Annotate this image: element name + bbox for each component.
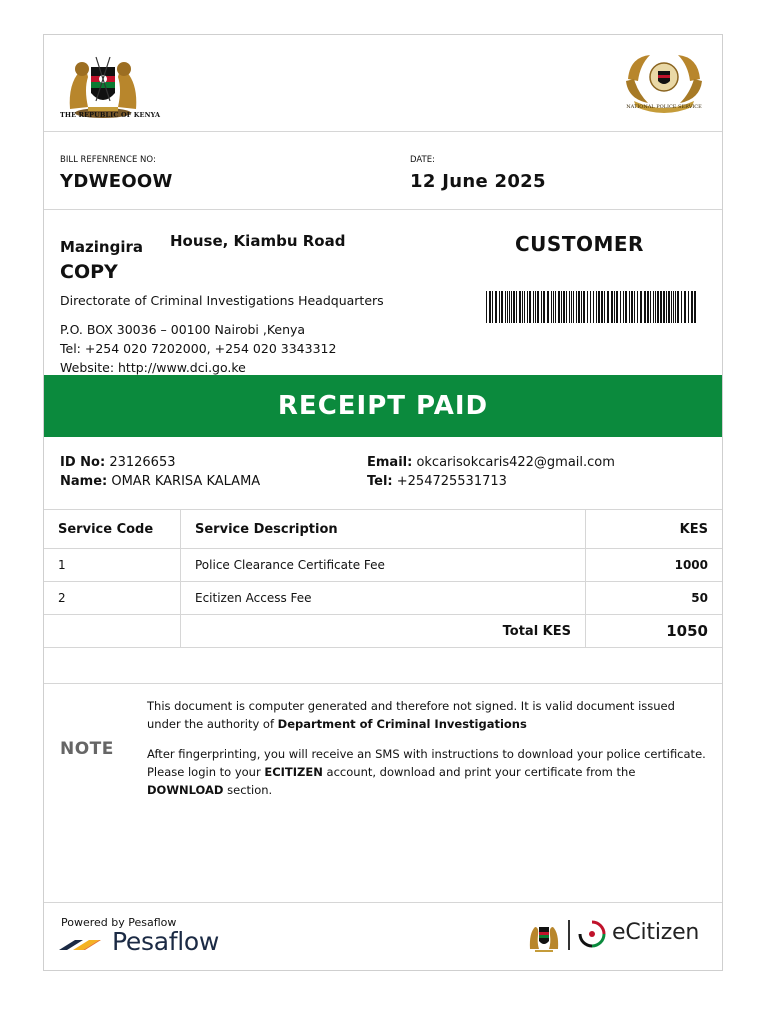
row-code: 2 (44, 582, 181, 615)
row-amount: 1000 (586, 549, 723, 582)
tel-label: Tel: (367, 474, 393, 489)
id-number (60, 455, 175, 470)
total-label: Total KES (181, 615, 586, 648)
pobox-line: P.O. BOX 30036 – 00100 Nairobi ,Kenya (60, 322, 306, 337)
date-label: DATE: (410, 155, 435, 165)
pesaflow-logo-icon (59, 932, 119, 956)
note-paragraph-1: This document is computer generated and therefore not signed. It is valid document issued under the authority of Department of Criminal Investigations (147, 699, 675, 731)
table-row (44, 549, 722, 582)
divider (44, 131, 722, 132)
customer-label: CUSTOMER (515, 232, 644, 256)
powered-by-text: Powered by Pesaflow (61, 916, 177, 929)
divider (44, 209, 722, 210)
header-kes: KES (586, 510, 723, 549)
pesaflow-wordmark: Pesaflow (112, 927, 219, 956)
name-label: Name: (60, 474, 108, 489)
bill-ref-label: BILL REFENRENCE NO: (60, 155, 156, 165)
address-line-1a: Mazingira (60, 238, 143, 256)
id-value: 23126653 (109, 455, 176, 470)
table-total-row (44, 615, 722, 648)
ecitizen-wordmark: eCitizen (612, 920, 700, 945)
customer-name (60, 474, 260, 489)
table-row (44, 582, 722, 615)
copy-label: COPY (60, 261, 118, 283)
coat-caption: THE REPUBLIC OF KENYA (60, 111, 161, 119)
name-value: OMAR KARISA KALAMA (111, 474, 261, 489)
national-police-service-emblem-icon (620, 49, 708, 113)
barcode-icon (486, 291, 700, 323)
tel-line: Tel: +254 020 7202000, +254 020 3343312 (60, 341, 337, 356)
receipt-document (43, 34, 723, 971)
row-code: 1 (44, 549, 181, 582)
note-paragraph-2: After fingerprinting, you will receive an SMS with instructions to download your police certificate. Please login to your ECITIZEN account, download and print your certificate from the DOWNLOAD section. (147, 747, 706, 797)
directorate-line: Directorate of Criminal Investigations Headquarters (60, 293, 384, 308)
row-description: Ecitizen Access Fee (181, 582, 586, 615)
tel-value: +254725531713 (396, 474, 507, 489)
ecitizen-logo-icon (577, 919, 607, 949)
divider (44, 683, 722, 684)
footer-separator (568, 920, 570, 950)
email-label: Email: (367, 455, 413, 470)
customer-tel (367, 474, 507, 489)
date-value: 12 June 2025 (410, 171, 546, 192)
total-value: 1050 (586, 615, 723, 648)
address-line-1b: House, Kiambu Road (170, 232, 346, 250)
services-table (44, 509, 722, 648)
header-service-description: Service Description (181, 510, 586, 549)
divider (44, 902, 722, 903)
kenya-coat-of-arms-small-icon (525, 917, 563, 957)
customer-email (367, 455, 615, 470)
header-service-code: Service Code (44, 510, 181, 549)
note-title: NOTE (60, 739, 114, 759)
table-header-row (44, 510, 722, 549)
bill-ref-value: YDWEOOW (60, 171, 173, 192)
row-description: Police Clearance Certificate Fee (181, 549, 586, 582)
website-line: Website: http://www.dci.go.ke (60, 360, 246, 375)
svg-text:NATIONAL POLICE SERVICE: NATIONAL POLICE SERVICE (626, 104, 702, 110)
email-value: okcarisokcaris422@gmail.com (416, 455, 615, 470)
row-amount: 50 (586, 582, 723, 615)
receipt-paid-banner: RECEIPT PAID (44, 375, 722, 437)
id-label: ID No: (60, 455, 106, 470)
